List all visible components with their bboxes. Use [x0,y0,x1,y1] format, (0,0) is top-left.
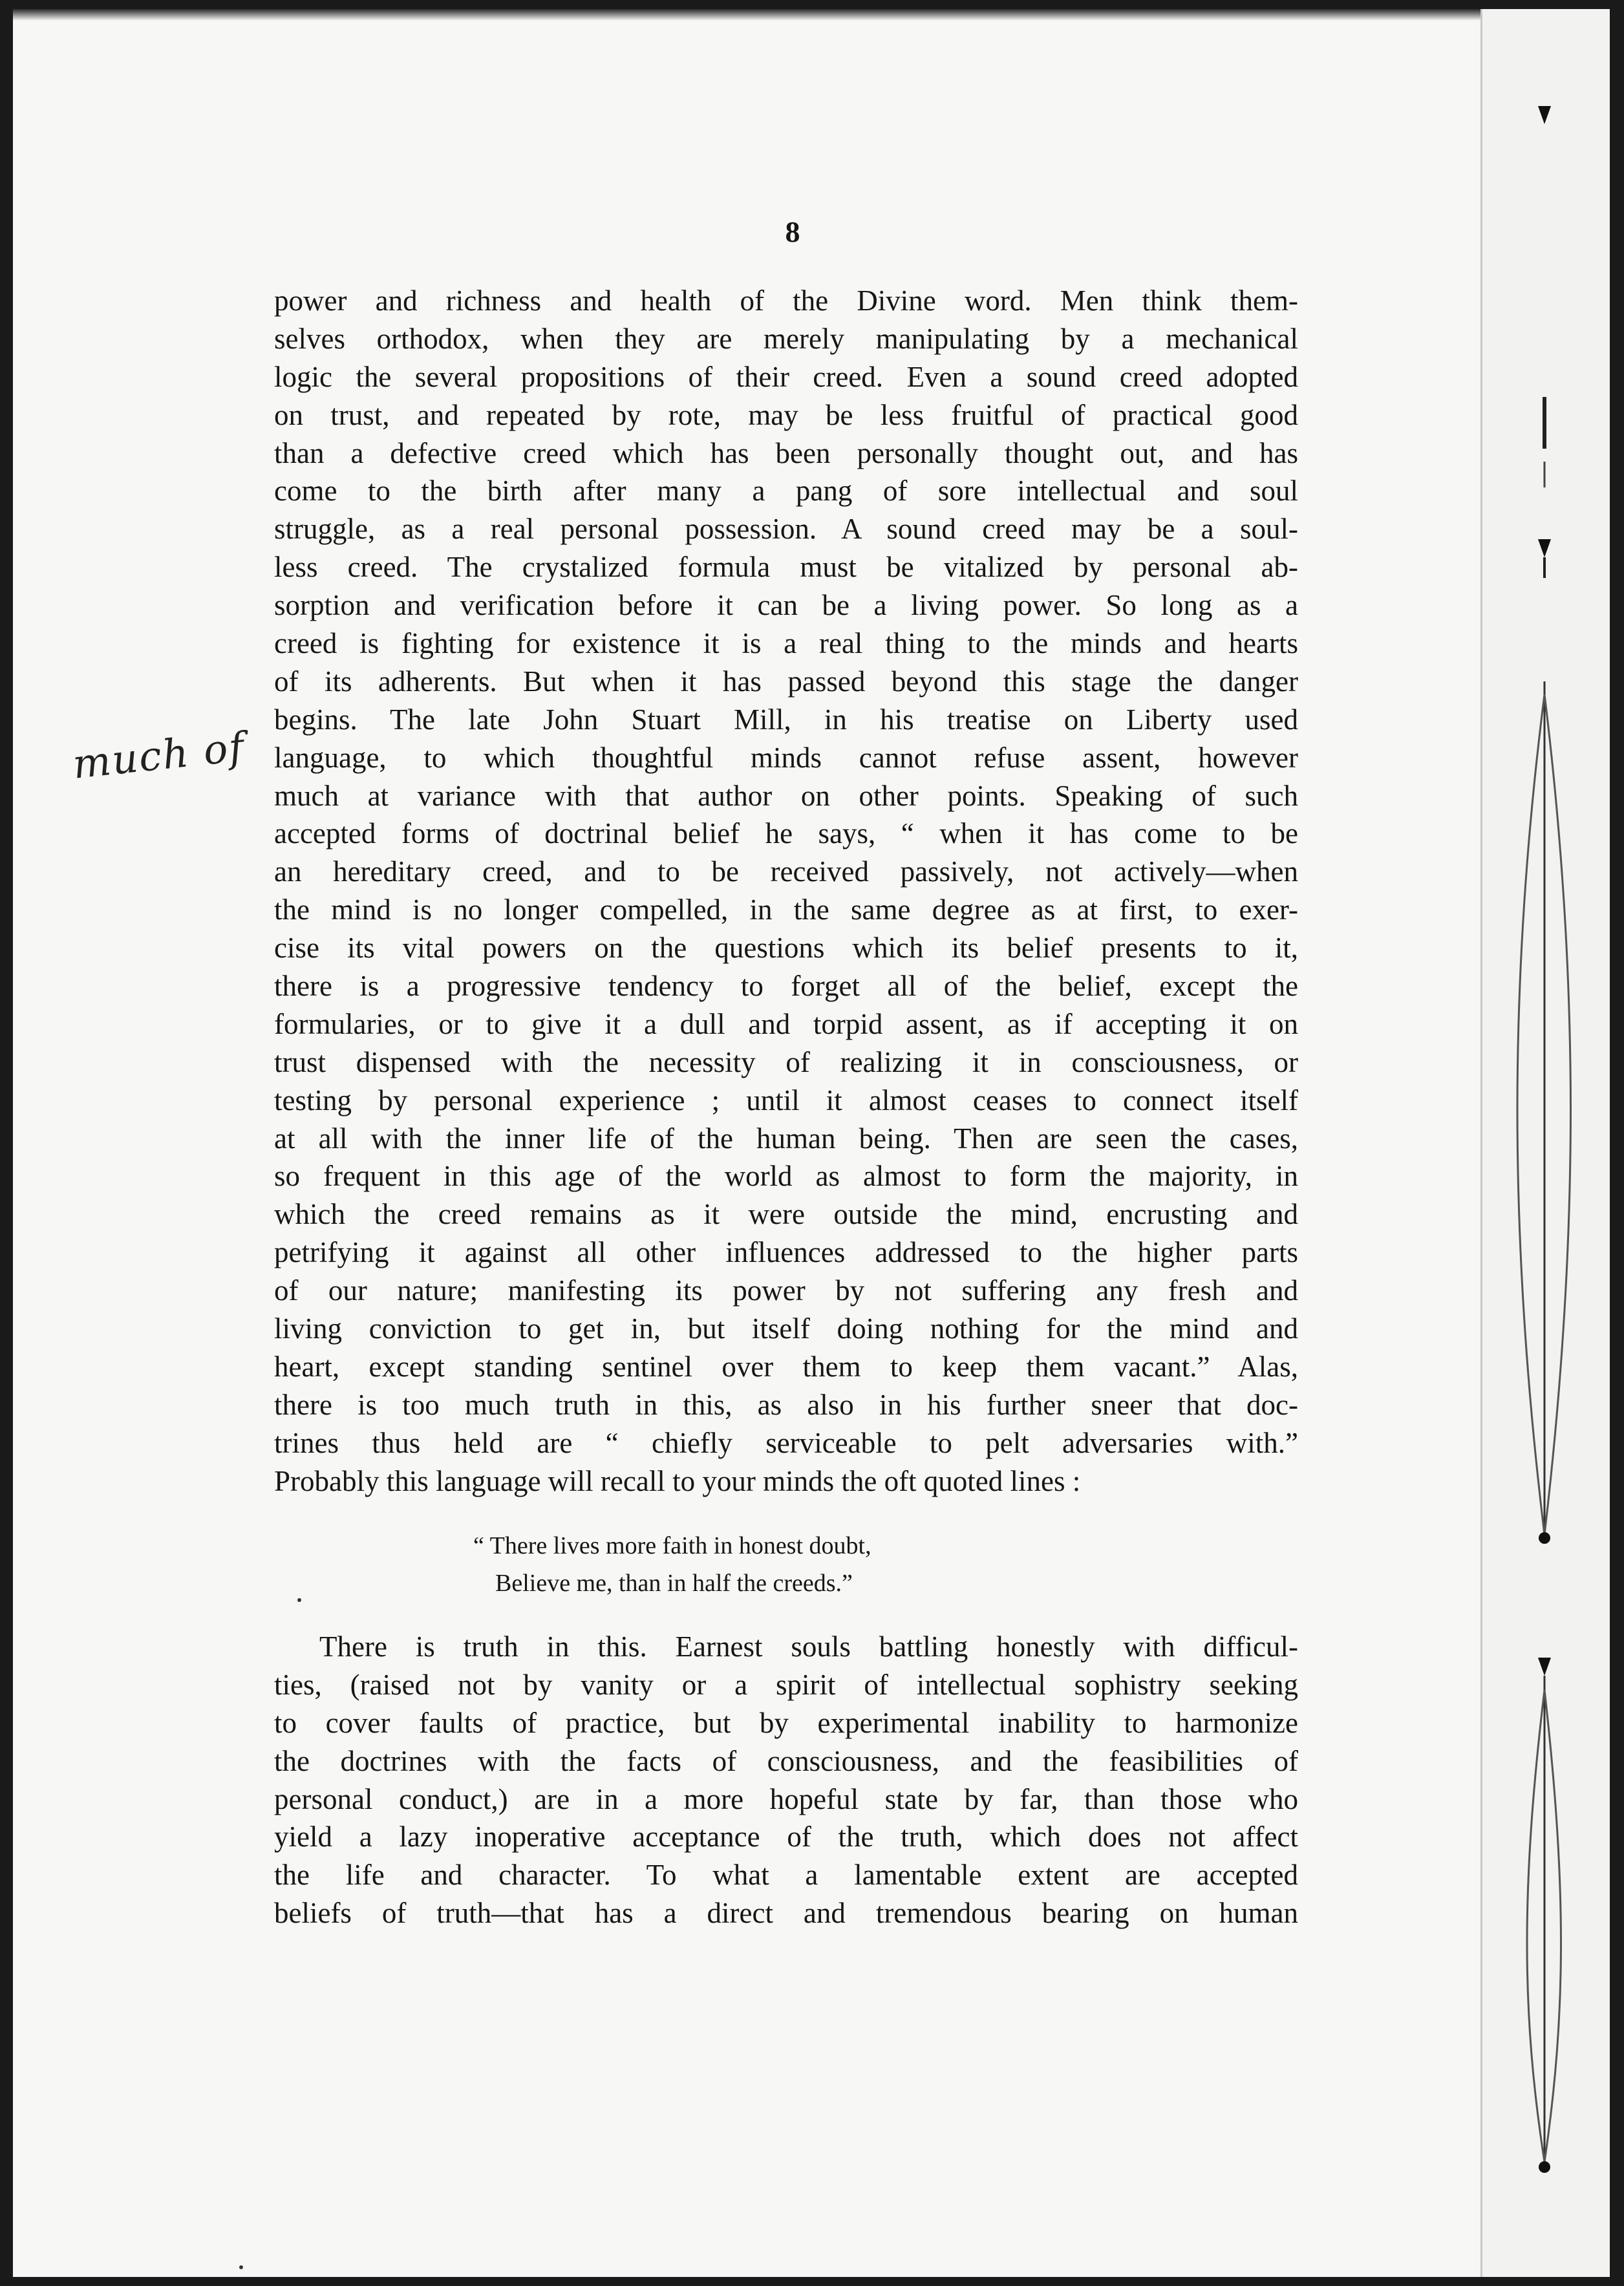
text-line: the life and character. To what a lamentable extent are accepted [274,1859,1298,1892]
text-line: than a defective creed which has been personally thought out, and has [274,436,1298,469]
text-line: Probably this language will recall to your minds the oft quoted lines : [274,1464,1081,1497]
text-line: heart, except standing sentinel over them to keep them vacant.” Alas, [274,1350,1298,1383]
page-number: 8 [785,215,800,248]
text-line: of its adherents. But when it has passed beyond this stage the danger [274,665,1298,698]
text-line: at all with the inner life of the human being. Then are seen the cases, [274,1122,1298,1155]
text-line: an hereditary creed, and to be received passively, not actively—when [274,855,1298,888]
text-line: selves orthodox, when they are merely manipulating by a mechanical [274,322,1298,355]
scan-speck [297,1598,301,1602]
text-line: trines thus held are “ chiefly serviceable to pelt adversaries with.” [274,1426,1298,1459]
text-line: There is truth in this. Earnest souls battling honestly with difficul- [319,1630,1298,1663]
binding-thread-icon [1482,9,1610,2277]
text-line: ties, (raised not by vanity or a spirit of intellectual sophistry seeking [274,1668,1298,1701]
text-line: there is a progressive tendency to forget all of the belief, except the [274,970,1298,1003]
quote-line: “ There lives more faith in honest doubt, [473,1532,871,1559]
text-line: language, to which thoughtful minds cannot refuse assent, however [274,741,1298,774]
text-line: sorption and verification before it can be a living power. So long as a [274,589,1298,622]
paragraph-2 [274,1628,1298,1932]
scan-speck [239,2265,243,2269]
text-line: yield a lazy inoperative acceptance of the truth, which does not affect [274,1821,1298,1853]
text-line: petrifying it against all other influences addressed to the higher parts [274,1236,1298,1269]
text-line: the mind is no longer compelled, in the same degree as at first, to exer- [274,893,1298,926]
text-line: creed is fighting for existence it is a real thing to the minds and hearts [274,627,1298,660]
binding-strip [1480,9,1610,2277]
text-line: much at variance with that author on other points. Speaking of such [274,779,1298,812]
text-line: accepted forms of doctrinal belief he says, “ when it has come to be [274,817,1298,850]
paragraph-1 [274,282,1298,1501]
text-line: to cover faults of practice, but by experimental inability to harmonize [274,1706,1298,1739]
text-line: living conviction to get in, but itself doing nothing for the mind and [274,1312,1298,1345]
text-line: struggle, as a real personal possession. A sound creed may be a soul- [274,513,1298,546]
text-line: which the creed remains as it were outside the mind, encrusting and [274,1198,1298,1231]
text-line: on trust, and repeated by rote, may be less fruitful of practical good [274,398,1298,431]
text-line: personal conduct,) are in a more hopeful state by far, than those who [274,1782,1298,1815]
text-line: testing by personal experience ; until it almost ceases to connect itself [274,1084,1298,1116]
text-line: there is too much truth in this, as also in his further sneer that doc- [274,1388,1298,1421]
text-line: cise its vital powers on the questions which its belief presents to it, [274,932,1298,965]
text-line: begins. The late John Stuart Mill, in his treatise on Liberty used [274,703,1298,736]
scanned-page [13,9,1610,2277]
verse-quote [473,1527,871,1602]
text-line: trust dispensed with the necessity of realizing it in consciousness, or [274,1045,1298,1078]
quote-line: Believe me, than in half the creeds.” [495,1570,853,1597]
text-line: beliefs of truth—that has a direct and tremendous bearing on human [274,1897,1298,1930]
text-line: formularies, or to give it a dull and torpid assent, as if accepting it on [274,1007,1298,1040]
text-line: less creed. The crystalized formula must be vitalized by personal ab- [274,551,1298,584]
page-top-edge [13,9,1610,21]
text-line: of our nature; manifesting its power by not suffering any fresh and [274,1274,1298,1307]
text-line: power and richness and health of the Divine word. Men think them- [274,284,1298,317]
text-line: come to the birth after many a pang of sore intellectual and soul [274,475,1298,507]
text-line: the doctrines with the facts of consciousness, and the feasibilities of [274,1744,1298,1777]
handwritten-margin-note: much of [70,723,248,788]
text-line: logic the several propositions of their creed. Even a sound creed adopted [274,360,1298,393]
text-line: so frequent in this age of the world as almost to form the majority, in [274,1160,1298,1193]
